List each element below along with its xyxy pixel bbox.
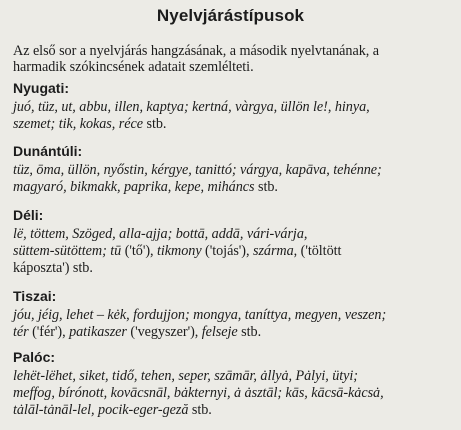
gloss-text: ('tojás'), [201, 243, 253, 259]
section-body [13, 162, 453, 196]
intro-paragraph [13, 43, 451, 75]
example-words: lehët-lëhet, siket, tidő, tehen, seper, szāmār, ȧllyȧ, Pȧlyi, ütyi; [13, 368, 358, 384]
gloss-text: stb. [188, 402, 212, 418]
gloss-text: ('vegyszer'), [126, 324, 202, 340]
example-words: süttem-sütöttem; tū [13, 243, 122, 259]
text-line [13, 99, 453, 116]
example-words: meffog, bírónott, kovācsnāl, bȧkternyi, ȧ ȧsztāl; kās, kācsā-kȧcsȧ, [13, 385, 384, 401]
section-dunantuli [13, 143, 453, 196]
example-words: tikmony [157, 243, 202, 259]
text-line [13, 179, 453, 196]
example-words: tér [13, 324, 29, 340]
gloss-text: ('tő'), [121, 243, 157, 259]
section-body [13, 226, 453, 277]
section-heading: Dunántúli: [13, 143, 83, 159]
gloss-text: , ('töltött [293, 243, 342, 259]
gloss-text: káposzta') stb. [13, 260, 93, 276]
gloss-text: stb. [254, 179, 278, 195]
example-words: tȧlāl-tȧnāl-lel, pocik-eger-geză [13, 402, 189, 418]
text-line [13, 368, 453, 385]
example-words: magyaró, bikmakk, paprika, kepe, miháncs [13, 179, 255, 195]
section-heading: Nyugati: [13, 80, 69, 96]
intro-line-2: harmadik szókincsének adatait szemlélteti. [13, 59, 254, 75]
example-words: patikaszer [69, 324, 127, 340]
example-words: tüz, ōma, üllön, nyőstin, kérgye, tanittó; várgya, kapāva, tehénne; [13, 162, 382, 178]
text-line [13, 226, 453, 243]
example-words: lë, töttem, Szöged, alla-ajja; bottā, addā, vári-várja, [13, 226, 308, 242]
section-heading: Déli: [13, 207, 44, 223]
text-line [13, 385, 453, 402]
gloss-text: stb. [142, 116, 167, 132]
gloss-text: ('fér'), [28, 324, 70, 340]
text-line [13, 260, 453, 277]
text-line [13, 243, 453, 260]
text-line [13, 324, 453, 341]
section-body [13, 307, 453, 341]
page-title: Nyelvjárástípusok [156, 6, 305, 25]
text-line [13, 307, 453, 324]
intro-line-1: Az első sor a nyelvjárás hangzásának, a második nyelvtanának, a [13, 43, 379, 59]
section-paloc [13, 349, 453, 419]
example-words: szárma [252, 243, 294, 259]
section-deli [13, 207, 453, 277]
section-nyugati [13, 80, 453, 133]
text-line [13, 116, 453, 133]
example-words: kertná, vàrgya, üllön le!, hinya, [192, 99, 370, 115]
section-tiszai [13, 288, 453, 341]
gloss-text: stb. [237, 324, 262, 340]
text-line [13, 402, 453, 419]
example-words: jóu, jéig, lehet – kėk, fordujjon; mongya, taníttya, megyen, veszen; [13, 307, 387, 323]
section-body [13, 99, 453, 133]
section-body [13, 368, 453, 419]
example-words: felseje [201, 324, 238, 340]
text-line [13, 162, 453, 179]
example-words: juó, tüz, ut, abbu, illen, kaptya; [13, 99, 189, 115]
section-heading: Tiszai: [13, 288, 57, 304]
example-words: szemet; tik, kokas, réce [13, 116, 143, 132]
section-heading: Palóc: [13, 349, 56, 365]
